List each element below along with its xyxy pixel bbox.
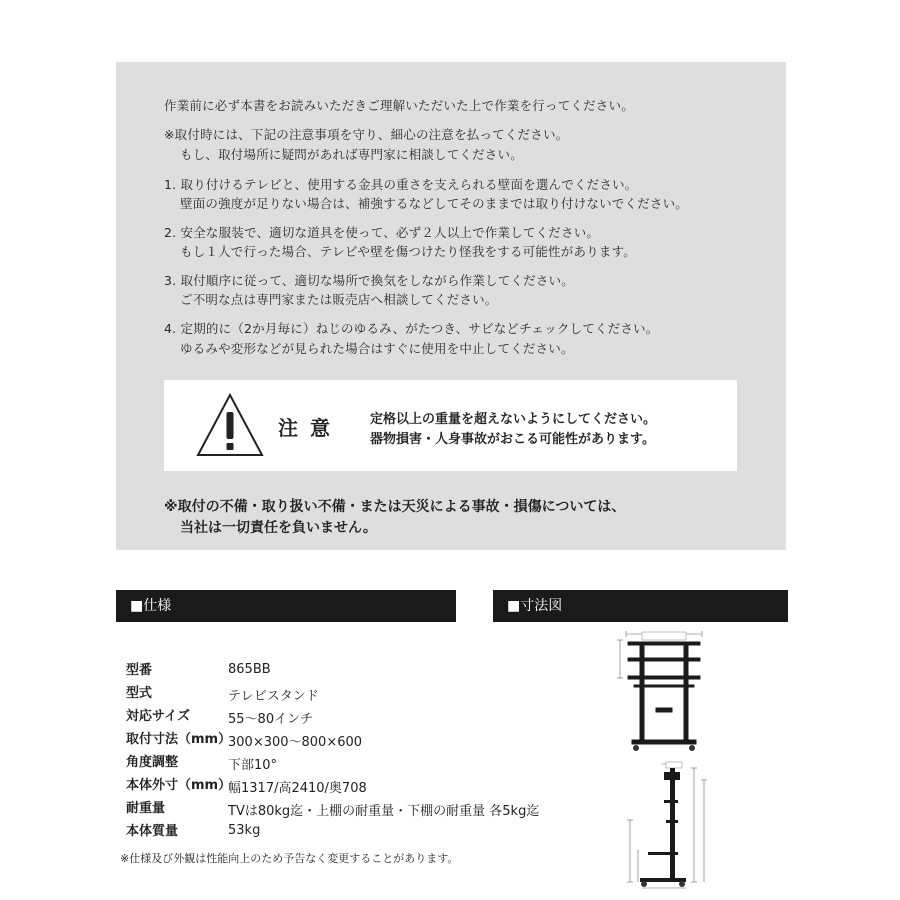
precaution-item-1-sub: 壁面の強度が足りない場合は、補強するなどしてそのままでは取り付けないでください。 [180,196,689,211]
caution-title: 注意 [278,416,342,440]
caution-text-1: 定格以上の重量を超えないようにしてください。 [370,412,657,427]
precaution-item-4: 4. 定期的に（2か月毎に）ねじのゆるみ、がたつき、サビなどチェックしてください。 [164,321,659,336]
spec-value-dimensions: 幅1317/高2410/奥708 [228,781,367,796]
spec-value-size: 55～80インチ [228,712,314,727]
disclaimer-text-2: 当社は一切責任を負いません。 [180,520,377,536]
caution-text-2: 器物損害・人身事故がおこる可能性があります。 [370,432,655,447]
spec-value-type: テレビスタンド [228,689,319,704]
warning-triangle-icon [195,392,265,458]
spec-label-type: 型式 [126,686,153,701]
precaution-item-2: 2. 安全な服装で、適切な道具を使って、必ず２人以上で作業してください。 [164,225,600,240]
front-view-drawing [612,630,716,754]
spec-footnote: ※仕様及び外観は性能向上のため予告なく変更することがあります。 [120,852,459,865]
precaution-item-3: 3. 取付順序に従って、適切な場所で換気をしながら作業してください。 [164,273,574,288]
spec-value-weight: 53kg [228,823,261,838]
specs-section-header: ■仕様 [116,590,456,622]
spec-value-mount: 300×300～800×600 [228,735,363,750]
precaution-item-1: 1. 取り付けるテレビと、使用する金具の重さを支えられる壁面を選んでください。 [164,177,638,192]
precaution-item-4-sub: ゆるみや変形などが見られた場合はすぐに使用を中止してください。 [180,341,574,356]
install-note-sub: もし、取付場所に疑問があれば専門家に相談してください。 [180,147,523,162]
spec-value-load: TVは80kg迄・上棚の耐重量・下棚の耐重量 各5kg迄 [228,804,540,819]
precaution-item-2-sub: もし１人で行った場合、テレビや壁を傷つけたり怪我をする可能性があります。 [180,244,636,259]
spec-label-model: 型番 [126,663,153,678]
spec-label-load: 耐重量 [126,801,166,816]
spec-value-model: 865BB [228,662,271,677]
spec-label-angle: 角度調整 [126,755,179,770]
intro-text: 作業前に必ず本書をお読みいただきご理解いただいた上で作業を行ってください。 [164,98,634,113]
spec-label-dimensions: 本体外寸（mm） [126,778,232,793]
precaution-item-3-sub: ご不明な点は専門家または販売店へ相談してください。 [180,292,498,307]
disclaimer-text-1: ※取付の不備・取り扱い不備・または天災による事故・損傷については、 [164,499,626,515]
install-note: ※取付時には、下記の注意事項を守り、細心の注意を払ってください。 [164,127,569,142]
spec-label-mount: 取付寸法（mm） [126,732,232,747]
side-view-drawing [612,760,716,895]
dimensions-section-header: ■寸法図 [493,590,788,622]
spec-value-angle: 下部10° [228,758,278,773]
spec-label-weight: 本体質量 [126,824,179,839]
spec-label-size: 対応サイズ [126,709,190,724]
